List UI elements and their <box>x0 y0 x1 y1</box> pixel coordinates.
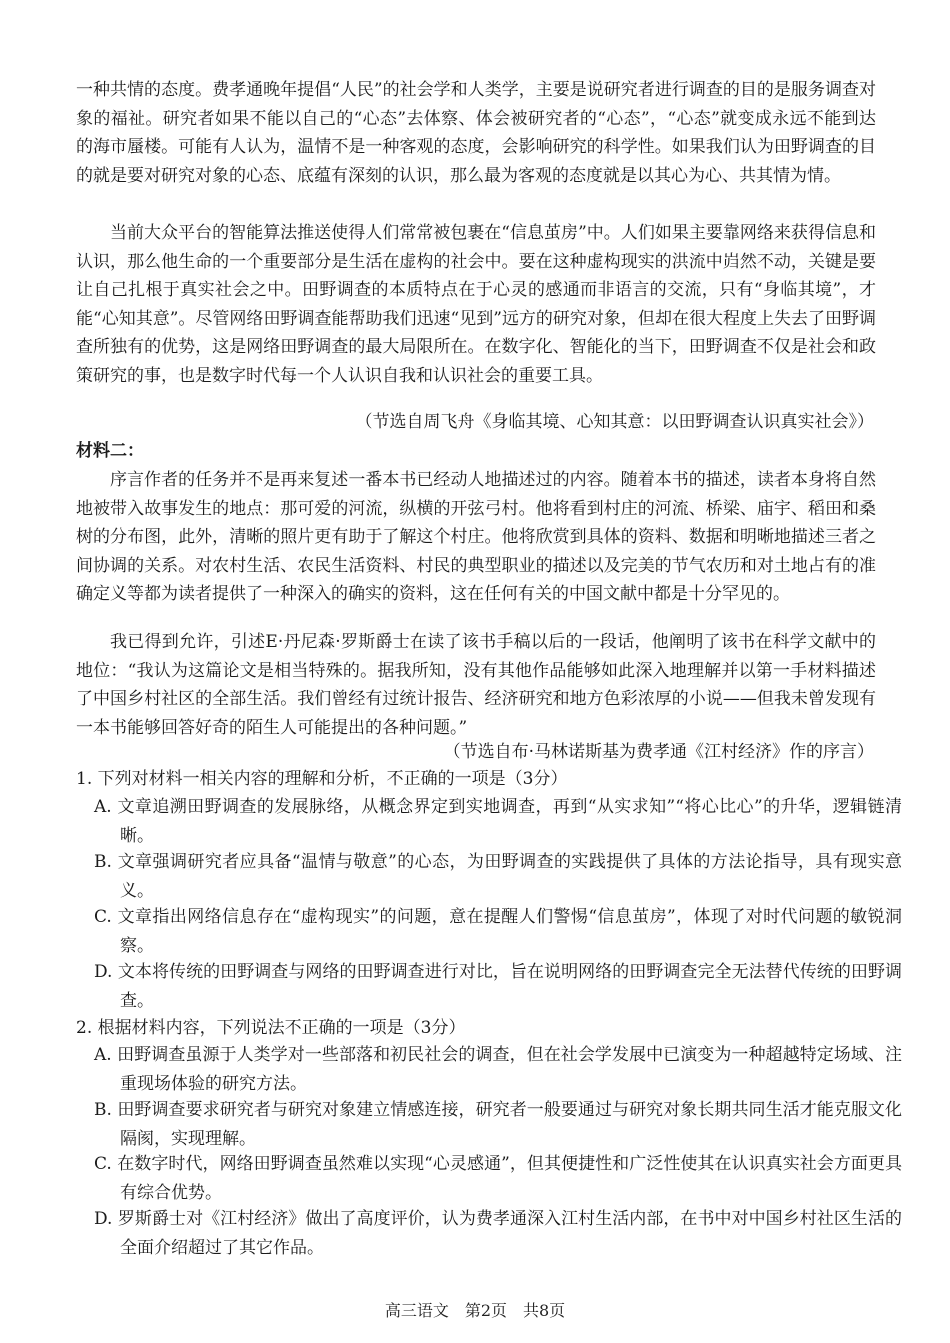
question-2-stem: 2. 根据材料内容，下列说法不正确的一项是（3分） <box>76 1018 466 1038</box>
question-1-option-d: D. 文本将传统的田野调查与网络的田野调查进行对比，旨在说明网络的田野调查完全无法替代传统的田野调查。 <box>94 962 902 1011</box>
material2-source: （节选自布·马林诺斯基为费孝通《江村经济》作的序言） <box>443 742 874 762</box>
question-2-option-d: D. 罗斯爵士对《江村经济》做出了高度评价，认为费孝通深入江村生活内部，在书中对中国乡村社区生活的全面介绍超过了其它作品。 <box>94 1209 902 1258</box>
material2-heading: 材料二： <box>76 441 144 461</box>
question-1-stem: 1. 下列对材料一相关内容的理解和分析，不正确的一项是（3分） <box>76 769 568 789</box>
material1-paragraph-continued: 一种共情的态度。费孝通晚年提倡“人民”的社会学和人类学，主要是说研究者进行调查的目的是服务调查对象的福祉。研究者如果不能以自己的“心态”去体察、体会被研究者的“心态”，“心态”就变成永远不能到达的海市蜃楼。可能有人认为，温情不是一种客观的态度，会影响研究的科学性。如果我们认为田野调查的目的就是要对研究对象的心态、底蕴有深刻的认识，那么最为客观的态度就是以其心为心、共其情为情。 <box>76 80 876 186</box>
material2-paragraph-2: 我已得到允许，引述E·丹尼森·罗斯爵士在读了该书手稿以后的一段话，他阐明了该书在科学文献中的地位：“我认为这篇论文是相当特殊的。据我所知，没有其他作品能够如此深入地理解并以第一手材料描述了中国乡村社区的全部生活。我们曾经有过统计报告、经济研究和地方色彩浓厚的小说——但我未曾发现有一本书能够回答好奇的陌生人可能提出的各种问题。” <box>76 632 876 738</box>
question-2-option-b: B. 田野调查要求研究者与研究对象建立情感连接，研究者一般要通过与研究对象长期共同生活才能克服文化隔阂，实现理解。 <box>94 1100 902 1149</box>
question-2-option-c: C. 在数字时代，网络田野调查虽然难以实现“心灵感通”，但其便捷性和广泛性使其在认识真实社会方面更具有综合优势。 <box>94 1154 902 1203</box>
material1-source: （节选自周飞舟《身临其境、心知其意：以田野调查认识真实社会》） <box>355 412 874 432</box>
page-footer: 高三语文 第2页 共8页 <box>384 1301 566 1320</box>
question-1-option-b: B. 文章强调研究者应具备“温情与敬意”的心态，为田野调查的实践提供了具体的方法论指导，具有现实意义。 <box>94 852 902 901</box>
question-2-option-a: A. 田野调查虽源于人类学对一些部落和初民社会的调查，但在社会学发展中已演变为一种超越特定场域、注重现场体验的研究方法。 <box>94 1045 902 1094</box>
material1-paragraph-2: 当前大众平台的智能算法推送使得人们常常被包裹在“信息茧房”中。人们如果主要靠网络来获得信息和认识，那么他生命的一个重要部分是生活在虚构的社会中。要在这种虚构现实的洪流中岿然不动，关键是要让自己扎根于真实社会之中。田野调查的本质特点在于心灵的感通而非语言的交流，只有“身临其境”，才能“心知其意”。尽管网络田野调查能帮助我们迅速“见到”远方的研究对象，但却在很大程度上失去了田野调查所独有的优势，这是网络田野调查的最大局限所在。在数字化、智能化的当下，田野调查不仅是社会和政策研究的事，也是数字时代每一个人认识自我和认识社会的重要工具。 <box>76 223 876 386</box>
material2-paragraph-1: 序言作者的任务并不是再来复述一番本书已经动人地描述过的内容。随着本书的描述，读者本身将自然地被带入故事发生的地点：那可爱的河流，纵横的开弦弓村。他将看到村庄的河流、桥梁、庙宇、稻田和桑树的分布图，此外，清晰的照片更有助于了解这个村庄。他将欣赏到具体的资料、数据和明晰地描述三者之间协调的关系。对农村生活、农民生活资料、村民的典型职业的描述以及完美的节气农历和对土地占有的准确定义等都为读者提供了一种深入的确实的资料，这在任何有关的中国文献中都是十分罕见的。 <box>76 470 876 604</box>
question-1-option-c: C. 文章指出网络信息存在“虚构现实”的问题，意在提醒人们警惕“信息茧房”，体现了对时代问题的敏锐洞察。 <box>94 907 902 956</box>
question-1-option-a: A. 文章追溯田野调查的发展脉络，从概念界定到实地调查，再到“从实求知”“将心比心”的升华，逻辑链清晰。 <box>94 797 902 846</box>
